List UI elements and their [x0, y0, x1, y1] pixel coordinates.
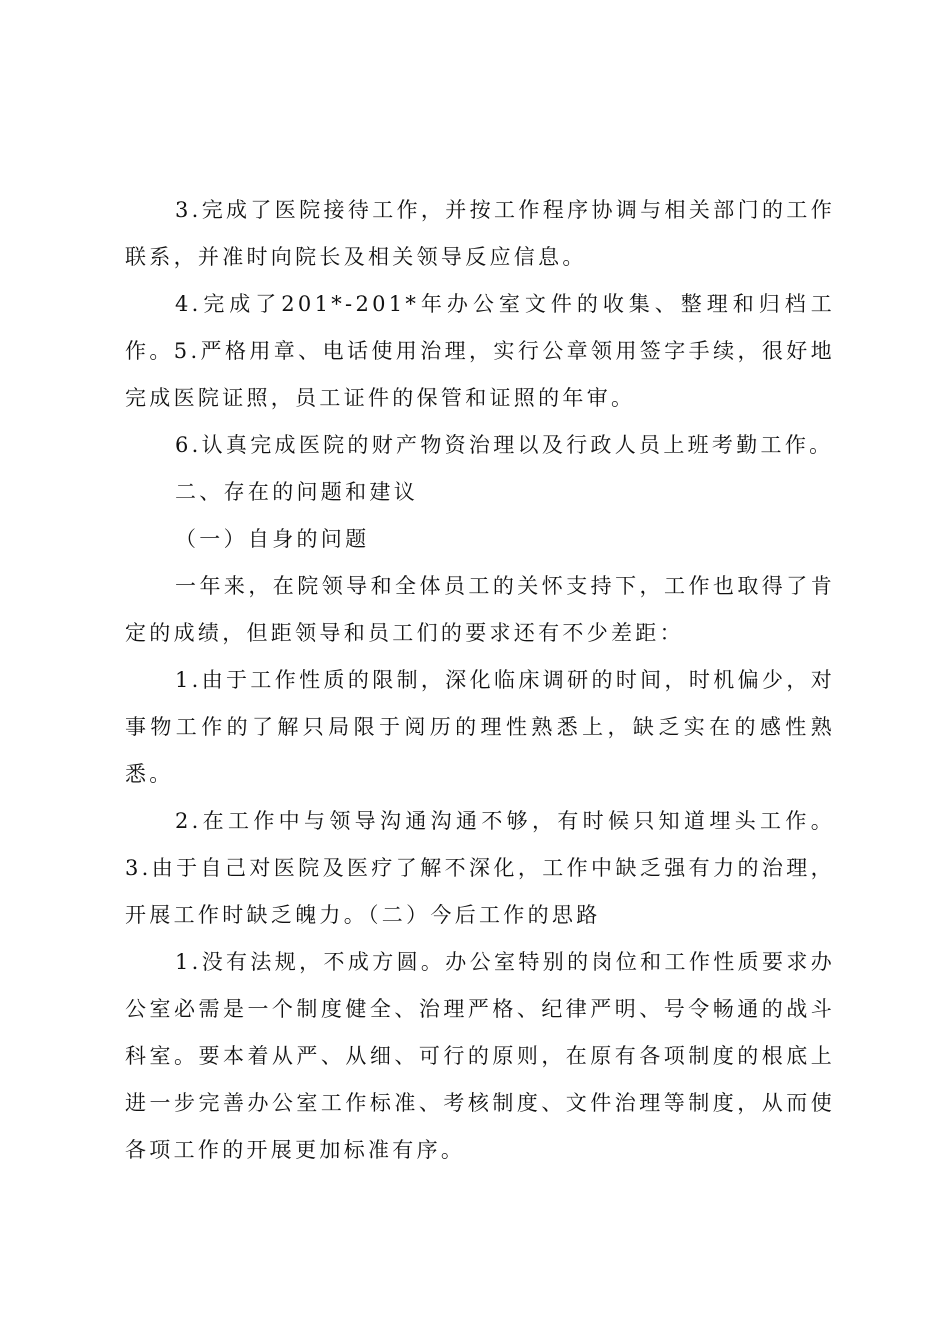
paragraph-future-plan-1: 1.没有法规，不成方圆。办公室特别的岗位和工作性质要求办公室必需是一个制度健全、治理严格、纪律严明、号令畅通的战斗科室。要本着从严、从细、可行的原则，在原有各项制度的根底上进一步完善办公室工作标准、考核制度、文件治理等制度，从而使各项工作的开展更加标准有序。 — [125, 950, 835, 1162]
subsection-heading-own-problems: （一）自身的问题 — [175, 527, 370, 551]
paragraph-problem-2-3: 2.在工作中与领导沟通沟通不够，有时候只知道埋头工作。3.由于自己对医院及医疗了解不深化，工作中缺乏强有力的治理，开展工作时缺乏魄力。（二）今后工作的思路 — [125, 809, 835, 927]
document-body — [125, 187, 835, 1174]
paragraph-year-summary: 一年来，在院领导和全体员工的关怀支持下，工作也取得了肯定的成绩，但距领导和员工们的要求还有不少差距： — [125, 574, 835, 645]
paragraph-problem-1: 1.由于工作性质的限制，深化临床调研的时间，时机偏少，对事物工作的了解只局限于阅历的理性熟悉上，缺乏实在的感性熟悉。 — [125, 668, 835, 786]
section-heading-problems: 二、存在的问题和建议 — [175, 480, 418, 504]
paragraph-file-archiving: 4.完成了201*-201*年办公室文件的收集、整理和归档工作。5.严格用章、电话使用治理，实行公章领用签字手续，很好地完成医院证照，员工证件的保管和证照的年审。 — [125, 292, 835, 410]
paragraph-asset-attendance: 6.认真完成医院的财产物资治理以及行政人员上班考勤工作。 — [175, 433, 834, 457]
paragraph-reception-work: 3.完成了医院接待工作，并按工作程序协调与相关部门的工作联系，并准时向院长及相关领导反应信息。 — [125, 198, 835, 269]
